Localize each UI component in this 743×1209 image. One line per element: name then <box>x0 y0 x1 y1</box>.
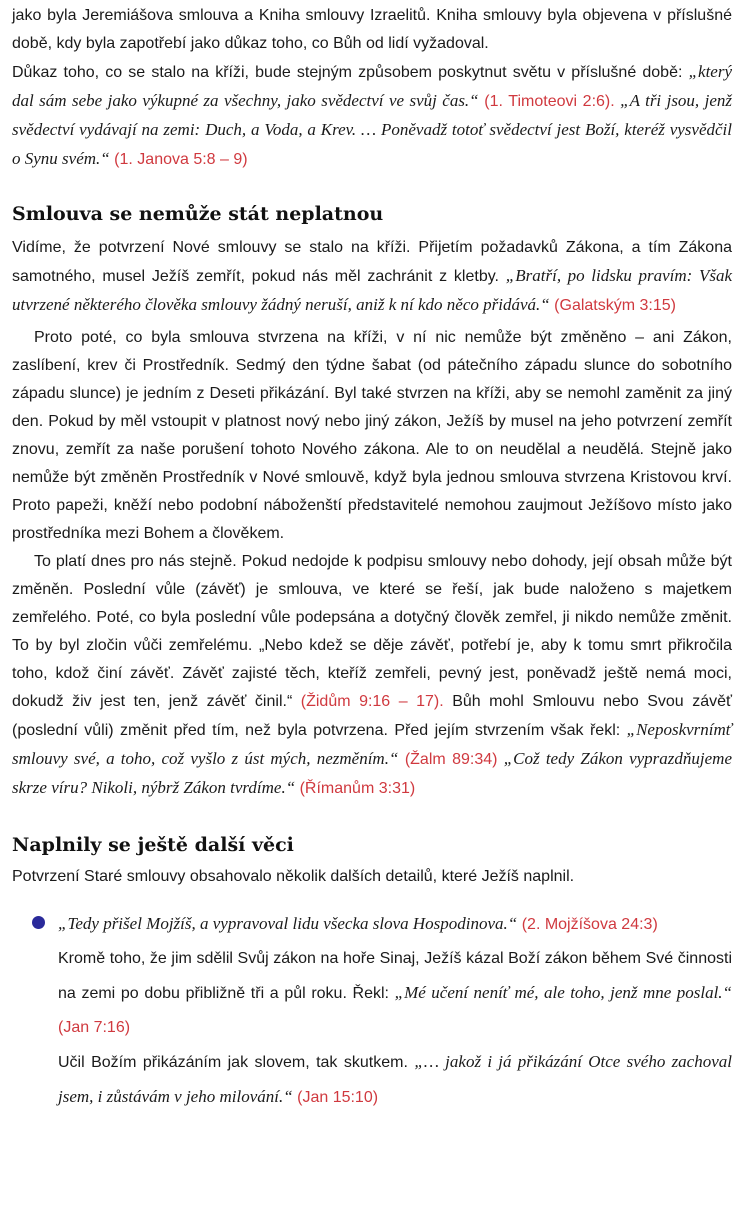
quote: „který dal sám sebe jako výkupné za všechny, jako svědectví ve svůj čas.“ <box>12 62 732 110</box>
quote: „Což tedy Zákon vyprazdňujeme skrze víru? Nikoli, nýbrž Zákon tvrdíme.“ <box>12 749 732 797</box>
section-heading: Smlouva se nemůže stát neplatnou <box>12 203 384 225</box>
paragraph-text: Bůh mohl Smlouvu nebo Svou závěť (poslední vůli) změnit před tím, než byla potvrzena. Před jejím stvrzením však řekl: <box>12 693 732 739</box>
paragraph-text: Potvrzení Staré smlouvy obsahovalo několik dalších detailů, které Ježíš naplnil. <box>12 868 575 885</box>
paragraph-intro <box>12 2 732 58</box>
bullet-quote <box>58 907 732 942</box>
paragraph-proof <box>12 58 732 174</box>
quote: „Mé učení neníť mé, ale toho, jenž mne poslal.“ <box>394 983 733 1002</box>
scripture-reference: (2. Mojžíšova 24:3) <box>517 916 658 933</box>
paragraph-will <box>12 548 732 803</box>
bullet-item <box>12 907 732 1115</box>
bullet-paragraph <box>58 942 732 1045</box>
scripture-reference: (Jan 7:16) <box>58 1019 131 1036</box>
paragraph-text: jako byla Jeremiášova smlouva a Kniha smlouvy Izraelitů. Kniha smlouvy byla objevena v příslušné době, kdy byla zapotřebí jako důkaz toho, co Bůh od lidí vyžadoval. <box>12 7 732 52</box>
paragraph-cross <box>12 324 732 548</box>
scripture-reference: (Jan 15:10) <box>292 1089 379 1106</box>
scripture-reference: (Žalm 89:34) <box>398 751 498 768</box>
scripture-reference: (1. Janova 5:8 – 9) <box>109 151 248 168</box>
section-heading: Naplnily se ještě další věci <box>12 834 294 856</box>
scripture-reference: (1. Timoteovi 2:6). <box>478 93 615 110</box>
paragraph-text: Vidíme, že potvrzení Nové smlouvy se stalo na kříži. Přijetím požadavků Zákona, a tím Zákona samotného, musel Ježíš zemřít, pokud nás měl zachránit z kletby. <box>12 239 732 285</box>
paragraph-text: Důkaz toho, co se stalo na kříži, bude stejným způsobem poskytnut světu v příslušné době: <box>12 64 689 81</box>
quote: „Tedy přišel Mojžíš, a vypravoval lidu všecka slova Hospodinova.“ <box>58 914 518 933</box>
bullet-paragraph <box>58 1045 732 1115</box>
scripture-reference: (Galatským 3:15) <box>549 297 676 314</box>
paragraph-text: Proto poté, co byla smlouva stvrzena na kříži, v ní nic nemůže být změněno – ani Zákon, zaslíbení, krev či Prostředník. Sedmý den týdne šabat (od pátečního západu slunce do sobotního západu slunce) je jedním z Deseti přikázání. Byl také stvrzen na kříži, aby se nemohl zaměnit za jiný den. Pokud by měl vstoupit v platnost nový nebo jiný zákon, Ježíš by musel na jeho potvrzení zemřít znovu, zemřít za naše porušení tohoto Nového zákona. Ale to on neudělal a neudělá. Stejně jako nemůže být změněn Prostředník v Nové smlouvě, když byla jednou smlouva stvrzena Kristovou krví. Proto papeži, kněží nebo podobní náboženští představitelé nemohou zaujmout Ježíšovo místo jako prostředníka mezi Bohem a člověkem. <box>12 329 732 542</box>
document-page <box>12 0 732 1115</box>
quote: „Bratří, po lidsku pravím: Však utvrzené některého člověka smlouvy žádný neruší, aniž k ní kdo něco přidává.“ <box>12 266 733 314</box>
paragraph-text: Učil Božím přikázáním jak slovem, tak skutkem. <box>58 1054 415 1071</box>
quote: „… jakož i já přikázání Otce svého zachoval jsem, i zůstávám v jeho milování.“ <box>58 1052 732 1106</box>
paragraph-text: To platí dnes pro nás stejně. Pokud nedojde k podpisu smlouvy nebo dohody, její obsah může být změněn. Poslední vůle (závěť) je smlouva, ve které se řeší, jak bude naloženo s majetkem zemřelého. Poté, co byla poslední vůle podepsána a dotyčný člověk zemřel, ji nikdo nemůže změnit. To by byl zločin vůči zemřelému. „Nebo kdež se děje závěť, potřebí je, aby k tomu smrt přikročila toho, kdož činí závěť. Závěť zajisté těch, kteříž zemřeli, pevný jest, poněvadž ještě nemá moci, dokudž živ jest ten, jenž závěť činil.“ <box>12 553 732 710</box>
scripture-reference: (Římanům 3:31) <box>295 780 416 797</box>
paragraph-covenant <box>12 234 732 320</box>
quote: „Neposkvrnímť smlouvy své, a toho, což vyšlo z úst mých, nezměním.“ <box>12 720 732 768</box>
bullet-dot-icon <box>32 916 45 929</box>
quote: „A tři jsou, jenž svědectví vydávají na zemi: Duch, a Voda, a Krev. … Poněvadž totoť svědectví jest Boží, kteréž vysvědčil o Synu svém.“ <box>12 91 732 168</box>
scripture-reference: (Židům 9:16 – 17). <box>292 693 444 710</box>
paragraph-text: Kromě toho, že jim sdělil Svůj zákon na hoře Sinaj, Ježíš kázal Boží zákon během Své činnosti na zemi po dobu přibližně tři a půl roku. Řekl: <box>58 950 732 1002</box>
paragraph-fulfilled <box>12 863 732 891</box>
